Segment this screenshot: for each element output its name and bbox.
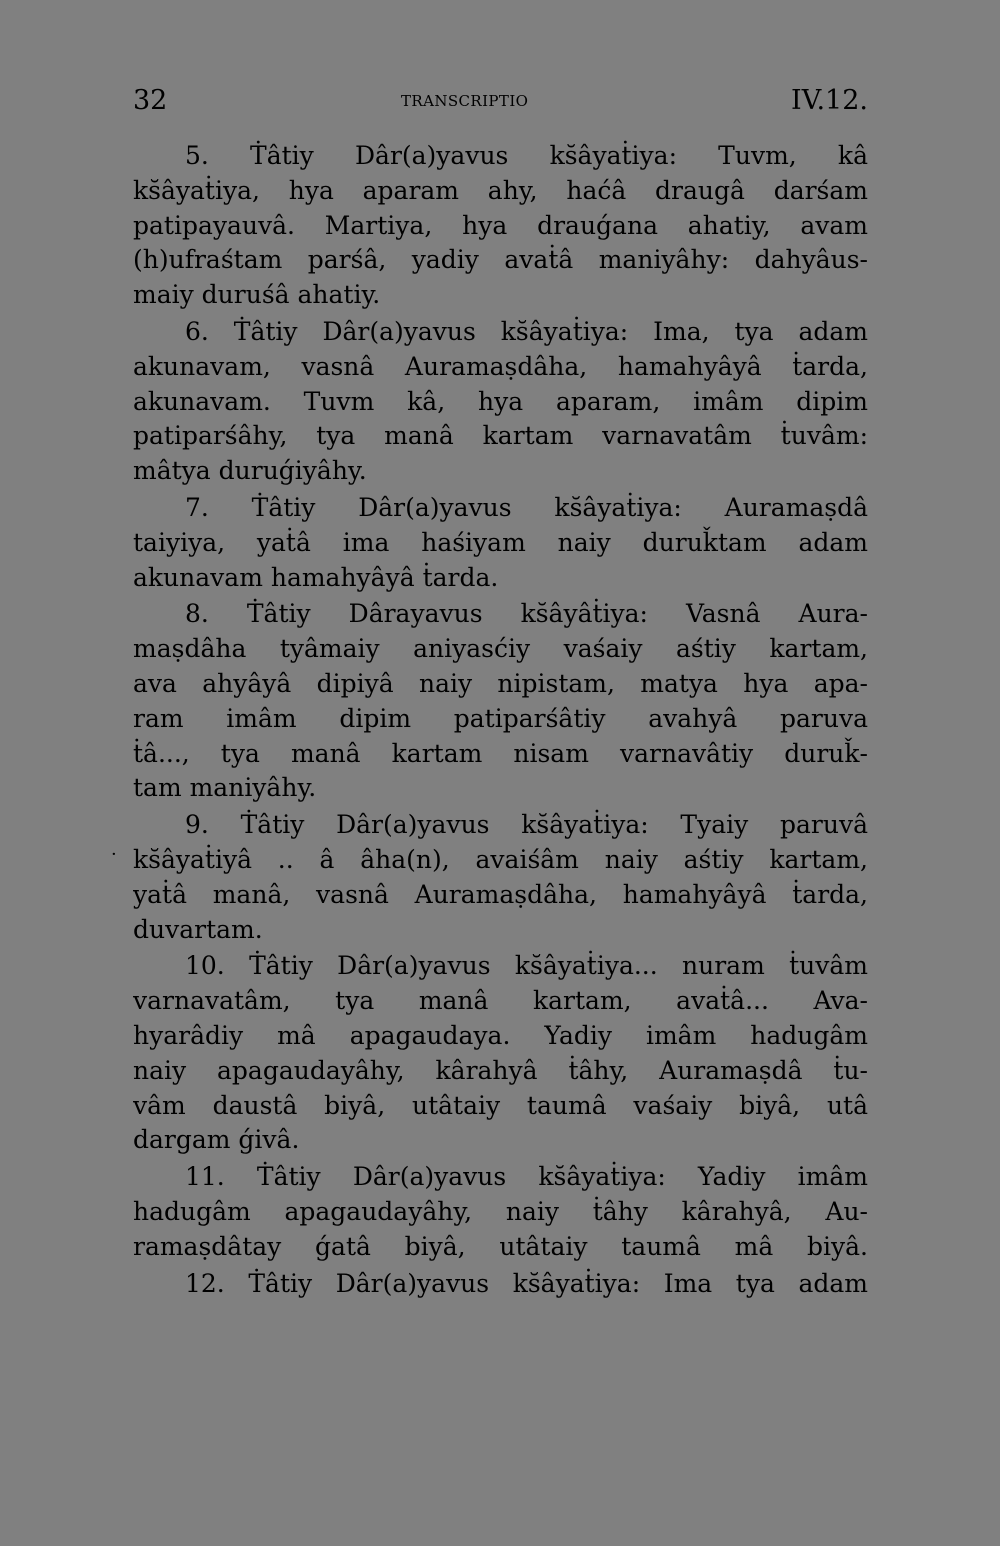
text-line: ks̆âyaṫiya, hya aparam ahy, haćâ draugâ darśam — [133, 175, 868, 205]
margin-mark: · — [111, 844, 117, 865]
text-line: patipayauvâ. Martiya, hya drauǵana ahatiy, avam — [133, 210, 868, 240]
text-line: 7. Ṫâtiy Dâr(a)yavus ks̆âyaṫiya: Auramaṣdâ — [185, 493, 868, 522]
running-head: TRANSCRIPTIO — [401, 92, 529, 110]
text-line: 6. Ṫâtiy Dâr(a)yavus ks̆âyaṫiya: Ima, tya adam — [185, 317, 868, 346]
text-line: varnavatâm, tya manâ kartam, avaṫâ... Ava- — [133, 986, 868, 1016]
page-header — [133, 84, 868, 118]
text-line: yaṫâ manâ, vasnâ Auramaṣdâha, hamahyâyâ ṫarda, — [133, 879, 868, 909]
text-line: 5. Ṫâtiy Dâr(a)yavus ks̆âyaṫiya: Tuvm, kâ — [185, 141, 868, 170]
text-line: akunavam. Tuvm kâ, hya aparam, imâm dipim — [133, 386, 868, 416]
text-line: ramaṣdâtay ǵatâ biyâ, utâtaiy taumâ mâ biyâ. — [133, 1231, 868, 1261]
text-line: mâtya duruǵiyâhy. — [133, 456, 367, 486]
text-line: patiparśâhy, tya manâ kartam varnavatâm ṫuvâm: — [133, 421, 868, 451]
text-line: 8. Ṫâtiy Dârayavus ks̆âyâṫiya: Vasnâ Aura- — [185, 599, 868, 629]
text-line: vâm daustâ biyâ, utâtaiy taumâ vaśaiy biyâ, utâ — [133, 1090, 868, 1120]
text-line: maṣdâha tyâmaiy aniyasćiy vaśaiy aśtiy kartam, — [133, 634, 868, 664]
page-number: 32 — [133, 85, 168, 116]
text-line: naiy apagaudayâhy, kârahyâ ṫâhy, Auramaṣdâ ṫu- — [133, 1055, 868, 1085]
text-line: tam maniyâhy. — [133, 773, 317, 803]
text-line: ks̆âyaṫiyâ .. â âha(n), avaiśâm naiy aśtiy kartam, — [133, 845, 868, 874]
section-reference: IV.12. — [791, 85, 868, 116]
text-line: taiyiya, yaṫâ ima haśiyam naiy duruǩtam adam — [133, 527, 868, 557]
text-line: maiy duruśâ ahatiy. — [133, 280, 381, 310]
text-line: 9. Ṫâtiy Dâr(a)yavus ks̆âyaṫiya: Tyaiy paruvâ — [185, 810, 868, 840]
text-line: ava ahyâyâ dipiyâ naiy nipistam, matya hya apa- — [133, 669, 868, 698]
text-line: akunavam, vasnâ Auramaṣdâha, hamahyâyâ ṫarda, — [133, 351, 868, 381]
text-line: dargam ǵivâ. — [133, 1125, 300, 1155]
text-line: ṫâ..., tya manâ kartam nisam varnavâtiy duruǩ- — [133, 738, 868, 768]
text-line: akunavam hamahyâyâ ṫarda. — [133, 562, 499, 592]
text-line: hadugâm apagaudayâhy, naiy ṫâhy kârahyâ, Au- — [133, 1197, 868, 1226]
text-line: 11. Ṫâtiy Dâr(a)yavus ks̆âyaṫiya: Yadiy imâm — [185, 1162, 868, 1192]
text-line: 10. Ṫâtiy Dâr(a)yavus ks̆âyaṫiya... nuram ṫuvâm — [185, 951, 868, 981]
text-line: duvartam. — [133, 914, 263, 944]
text-line: (h)ufraśtam parśâ, yadiy avaṫâ maniyâhy: dahyâus- — [133, 245, 868, 275]
text-line: 12. Ṫâtiy Dâr(a)yavus ks̆âyaṫiya: Ima tya adam — [185, 1268, 868, 1298]
text-line: hyarâdiy mâ apagaudaya. Yadiy imâm hadugâm — [133, 1021, 868, 1050]
text-line: ram imâm dipim patiparśâtiy avahyâ paruva — [133, 703, 868, 733]
